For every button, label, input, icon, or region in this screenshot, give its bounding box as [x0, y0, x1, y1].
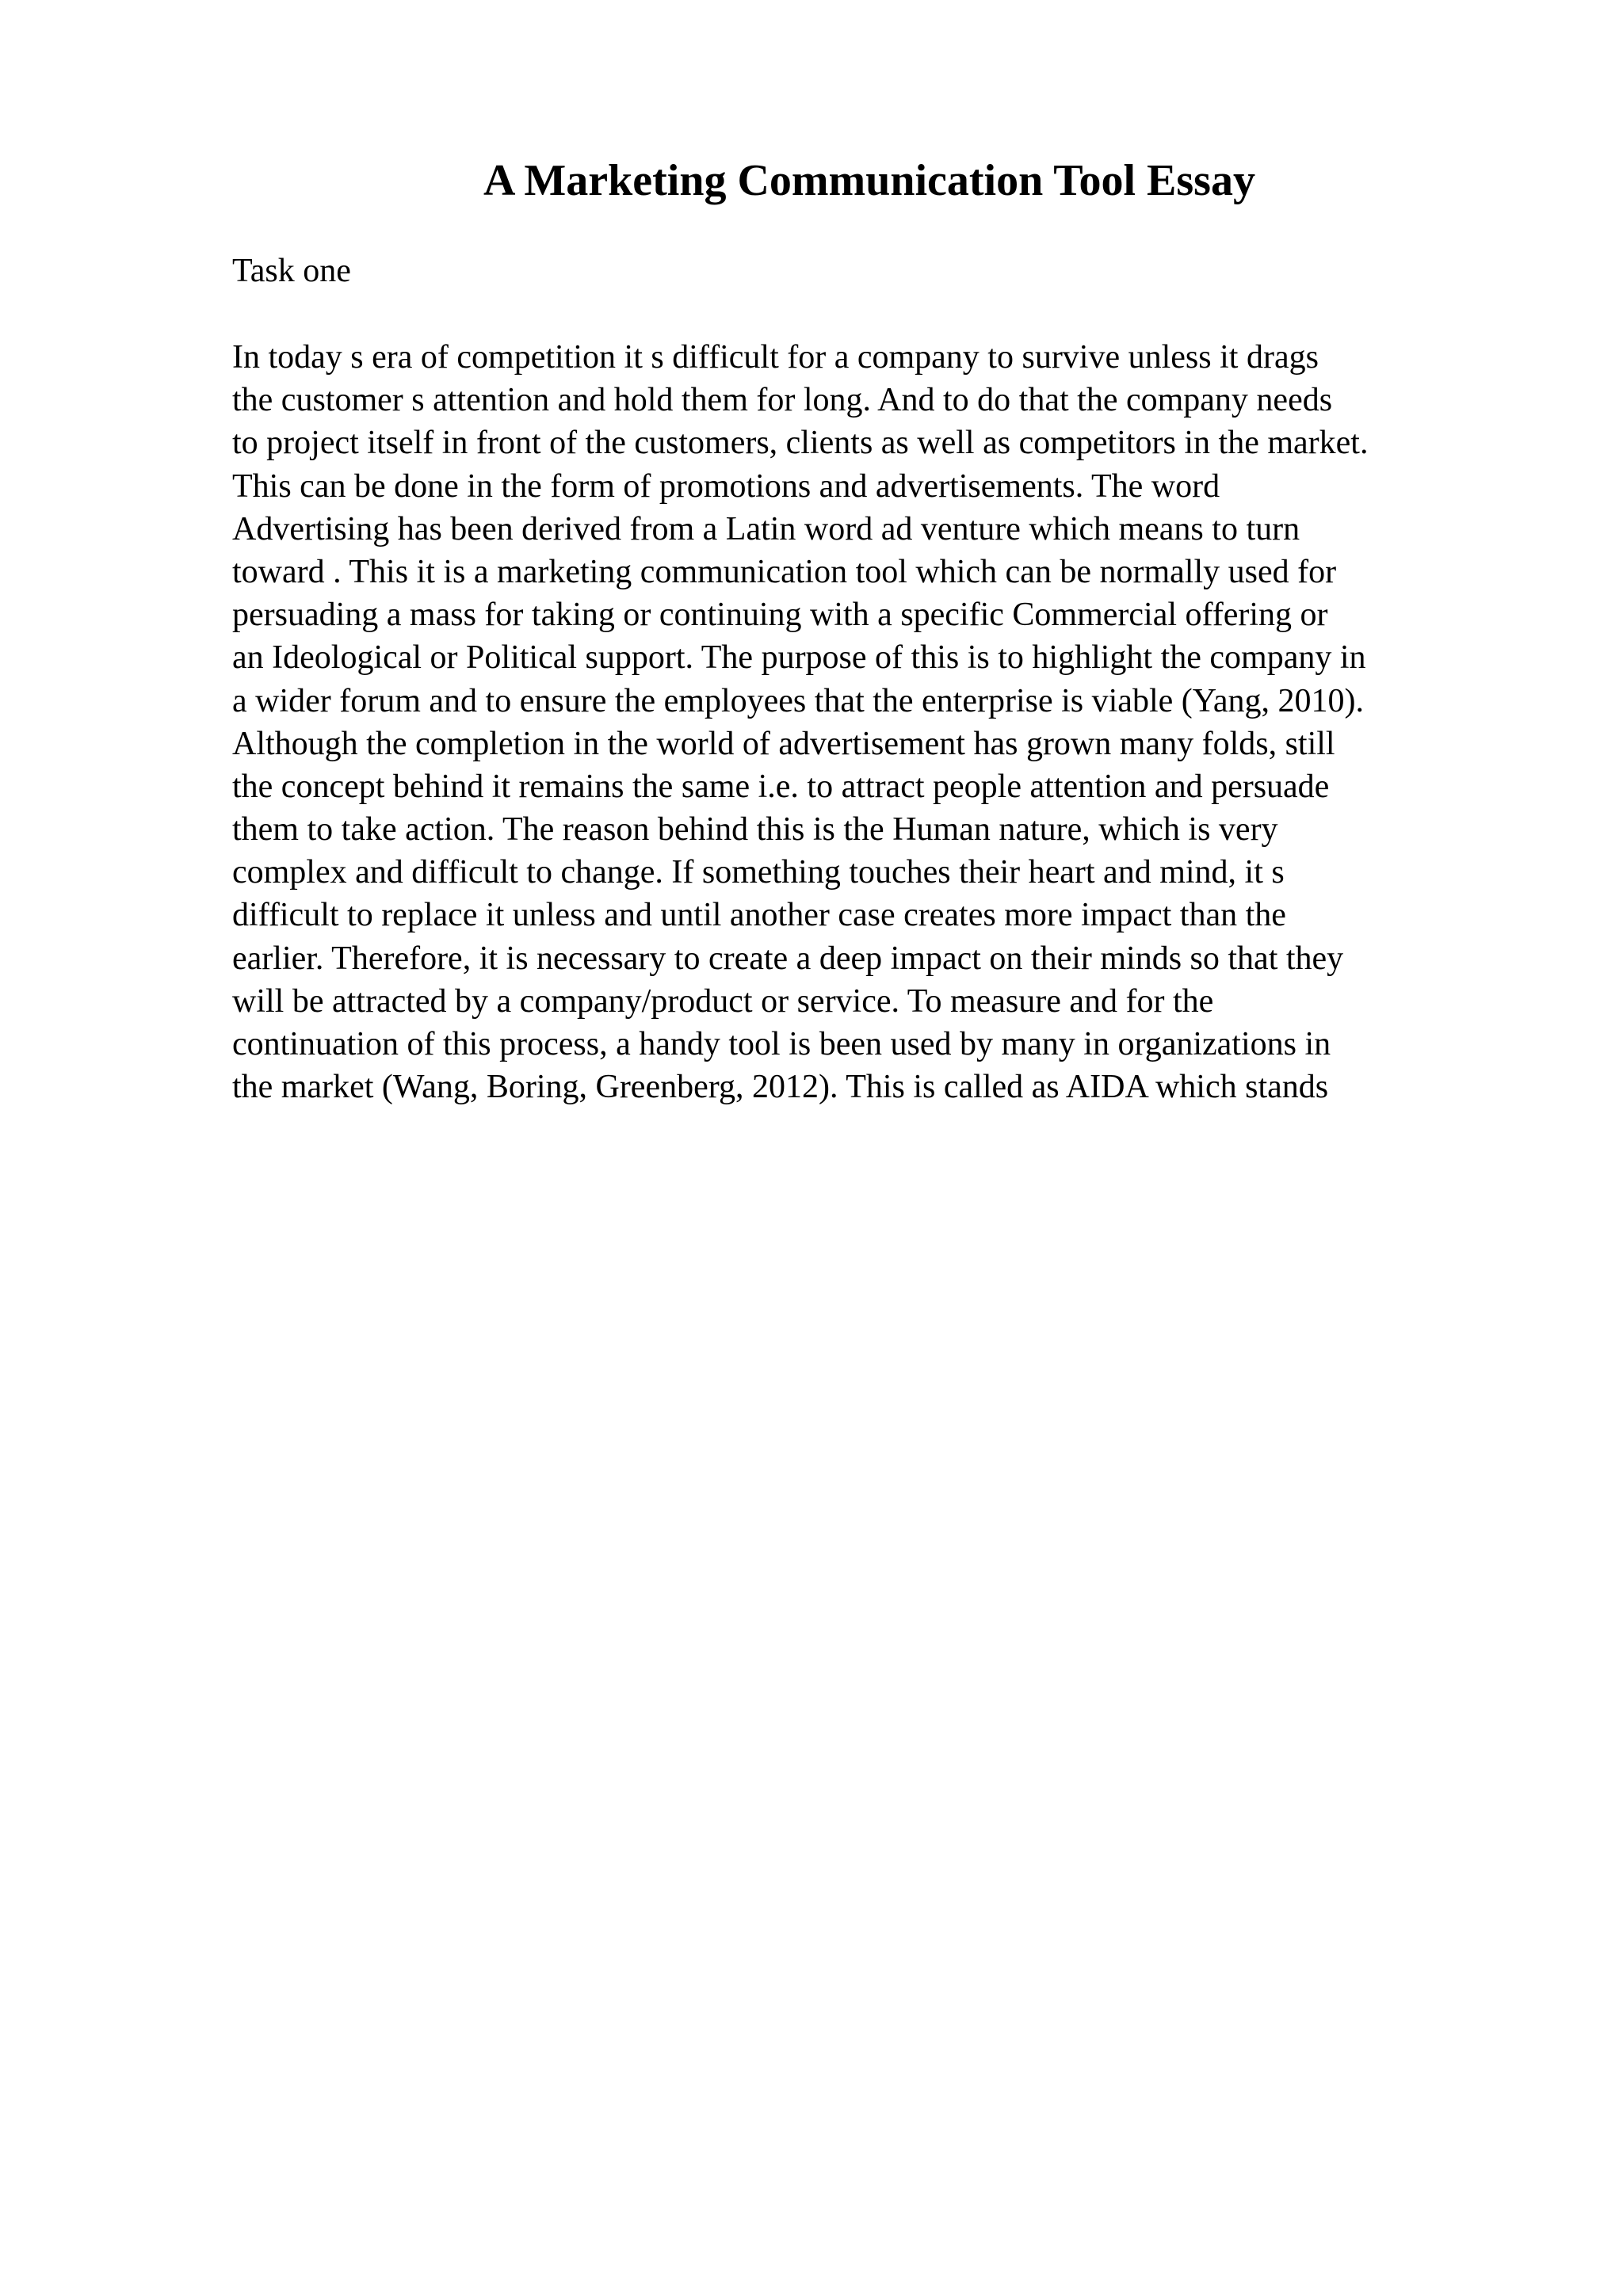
paragraph-line: them to take action. The reason behind this is the Human nature, which is very: [232, 811, 1278, 849]
paragraph-line: earlier. Therefore, it is necessary to create a deep impact on their minds so that they: [232, 940, 1344, 977]
paragraph-line: the concept behind it remains the same i.e. to attract people attention and persuade: [232, 768, 1330, 805]
paragraph-line: the customer s attention and hold them for long. And to do that the company needs: [232, 382, 1333, 419]
paragraph-line: to project itself in front of the customers, clients as well as competitors in the market.: [232, 425, 1369, 462]
paragraph-line: will be attracted by a company/product or service. To measure and for the: [232, 982, 1214, 1020]
paragraph-line: Advertising has been derived from a Latin word ad venture which means to turn: [232, 510, 1300, 547]
paragraph-line: persuading a mass for taking or continuing with a specific Commercial offering or: [232, 597, 1328, 634]
paragraph-line: a wider forum and to ensure the employees that the enterprise is viable (Yang, 2010).: [232, 682, 1364, 719]
paragraph-line: toward . This it is a marketing communication tool which can be normally used for: [232, 553, 1337, 590]
paragraph-line: Although the completion in the world of advertisement has grown many folds, still: [232, 725, 1335, 762]
paragraph-line: an Ideological or Political support. The purpose of this is to highlight the company in: [232, 639, 1366, 677]
paragraph-line: In today s era of competition it s difficult for a company to survive unless it drags: [232, 339, 1319, 376]
section-heading: Task one: [232, 253, 351, 289]
paragraph-line: the market (Wang, Boring, Greenberg, 2012). This is called as AIDA which stands: [232, 1069, 1329, 1106]
paragraph-line: complex and difficult to change. If something touches their heart and mind, it s: [232, 854, 1285, 891]
paragraph-line: continuation of this process, a handy tool is been used by many in organizations in: [232, 1026, 1331, 1062]
body-paragraph: [232, 336, 1368, 1108]
paragraph-line: This can be done in the form of promotions and advertisements. The word: [232, 467, 1220, 505]
document-title: A Marketing Communication Tool Essay: [483, 156, 1255, 205]
paragraph-line: difficult to replace it unless and until another case creates more impact than the: [232, 897, 1286, 934]
